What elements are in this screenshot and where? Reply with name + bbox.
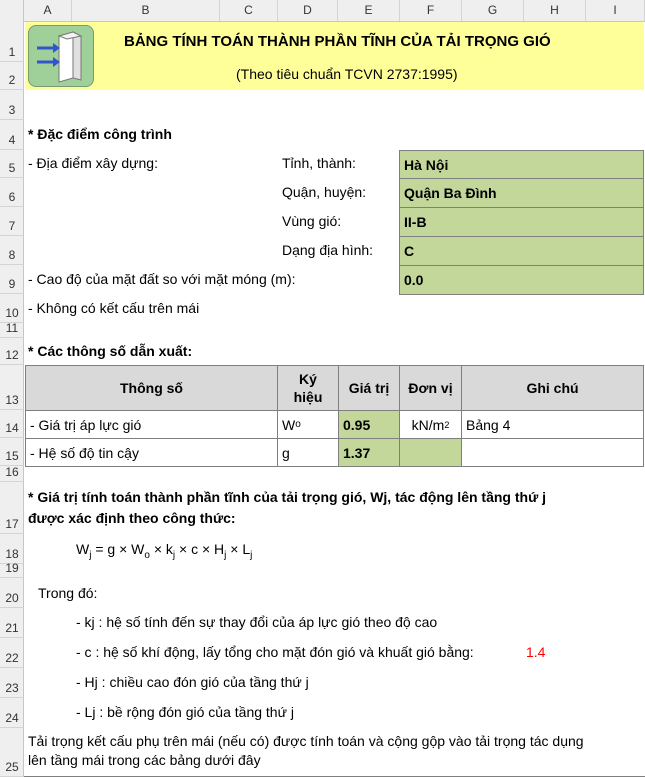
row-header-4[interactable]: 4: [0, 120, 24, 150]
table-row-symbol[interactable]: W o: [277, 410, 339, 439]
row-header-20[interactable]: 20: [0, 578, 24, 608]
row-header-11[interactable]: 11: [0, 323, 24, 338]
section-heading-derived-params: * Các thông số dẫn xuất:: [28, 343, 193, 359]
wind-load-formula: $W_j = g \times W_o \times k_j \times c \times H_j \times L_j$: [76, 541, 253, 561]
row-header-18[interactable]: 18: [0, 534, 24, 564]
column-header-b[interactable]: B: [72, 0, 220, 21]
row-header-23[interactable]: 23: [0, 668, 24, 698]
row-header-7[interactable]: 7: [0, 207, 24, 236]
roof-note: - Không có kết cấu trên mái: [28, 300, 200, 316]
terrain-label: Dạng địa hình:: [282, 242, 374, 258]
row-header-19[interactable]: 19: [0, 564, 24, 578]
column-header-e[interactable]: E: [338, 0, 400, 21]
province-label: Tỉnh, thành:: [282, 155, 356, 171]
table-row-note[interactable]: [461, 438, 644, 467]
table-header-note: Ghi chú: [461, 365, 644, 411]
column-header-i[interactable]: I: [586, 0, 645, 21]
elevation-label: - Cao độ của mặt đất so với mặt móng (m):: [28, 271, 296, 287]
footer-note-line1: Tải trọng kết cấu phụ trên mái (nếu có) được tính toán và cộng gộp vào tải trọng tác dụng: [28, 733, 584, 749]
row-header-2[interactable]: 2: [0, 62, 24, 90]
table-header-param: Thông số: [25, 365, 278, 411]
row-header-13[interactable]: 13: [0, 365, 24, 410]
province-input[interactable]: Hà Nội: [399, 150, 644, 179]
page-title: BẢNG TÍNH TOÁN THÀNH PHẦN TĨNH CỦA TẢI TRỌNG GIÓ: [124, 33, 551, 50]
wind-zone-input[interactable]: II-B: [399, 207, 644, 237]
row-header-24[interactable]: 24: [0, 698, 24, 728]
building-wind-icon: [28, 25, 94, 87]
row-header-1[interactable]: 1: [0, 21, 24, 62]
terrain-input[interactable]: C: [399, 236, 644, 266]
table-row-value[interactable]: 0.95: [338, 410, 400, 439]
table-header-symbol: Ký hiệu: [277, 365, 339, 411]
row-header-25[interactable]: 25: [0, 728, 24, 777]
row-header-17[interactable]: 17: [0, 482, 24, 534]
row-header-14[interactable]: 14: [0, 410, 24, 438]
row-header-12[interactable]: 12: [0, 338, 24, 365]
c-definition: - c : hệ số khí động, lấy tổng cho mặt đón gió và khuất gió bằng:: [76, 644, 474, 660]
select-all-corner[interactable]: [0, 0, 24, 21]
row-header-8[interactable]: 8: [0, 236, 24, 265]
row-header-15[interactable]: 15: [0, 438, 24, 466]
formula-intro-line2: được xác định theo công thức:: [28, 510, 236, 526]
wind-zone-label: Vùng gió:: [282, 213, 342, 229]
table-row-param[interactable]: - Giá trị áp lực gió: [25, 410, 278, 439]
district-input[interactable]: Quận Ba Đình: [399, 178, 644, 208]
row-header-6[interactable]: 6: [0, 178, 24, 207]
table-row-symbol[interactable]: g: [277, 438, 339, 467]
table-header-value: Giá trị: [338, 365, 400, 411]
row-header-10[interactable]: 10: [0, 294, 24, 323]
elevation-input[interactable]: 0.0: [399, 265, 644, 295]
column-header-a[interactable]: A: [24, 0, 72, 21]
hj-definition: - Hj : chiều cao đón gió của tầng thứ j: [76, 674, 309, 690]
column-header-c[interactable]: C: [220, 0, 278, 21]
column-header-h[interactable]: H: [524, 0, 586, 21]
row-header-3[interactable]: 3: [0, 90, 24, 120]
table-row-note[interactable]: Bảng 4: [461, 410, 644, 439]
column-header-d[interactable]: D: [278, 0, 338, 21]
row-header-5[interactable]: 5: [0, 150, 24, 178]
c-value[interactable]: 1.4: [526, 644, 546, 660]
table-header-unit: Đơn vị: [399, 365, 462, 411]
column-header-f[interactable]: F: [400, 0, 462, 21]
kj-definition: - kj : hệ số tính đến sự thay đổi của áp lực gió theo độ cao: [76, 614, 438, 630]
row-header-22[interactable]: 22: [0, 638, 24, 668]
table-row-value[interactable]: 1.37: [338, 438, 400, 467]
where-label: Trong đó:: [38, 585, 98, 601]
row-header-21[interactable]: 21: [0, 608, 24, 638]
row-header-9[interactable]: 9: [0, 265, 24, 294]
formula-intro-line1: * Giá trị tính toán thành phần tĩnh của tải trọng gió, Wj, tác động lên tầng thứ j: [28, 489, 546, 505]
row-header-16[interactable]: 16: [0, 466, 24, 482]
column-header-g[interactable]: G: [462, 0, 524, 21]
footer-note-line2: lên tầng mái trong các bảng dưới đây: [28, 752, 261, 768]
column-header-bar: [0, 0, 645, 22]
lj-definition: - Lj : bề rộng đón gió của tầng thứ j: [76, 704, 294, 720]
table-row-unit[interactable]: [399, 438, 462, 467]
section-heading-characteristics: * Đặc điểm công trình: [28, 126, 172, 142]
table-row-unit[interactable]: kN/m 2: [399, 410, 462, 439]
table-row-param[interactable]: - Hệ số độ tin cậy: [25, 438, 278, 467]
district-label: Quận, huyện:: [282, 184, 367, 200]
location-label: - Địa điểm xây dựng:: [28, 155, 158, 171]
page-subtitle: (Theo tiêu chuẩn TCVN 2737:1995): [236, 66, 458, 82]
